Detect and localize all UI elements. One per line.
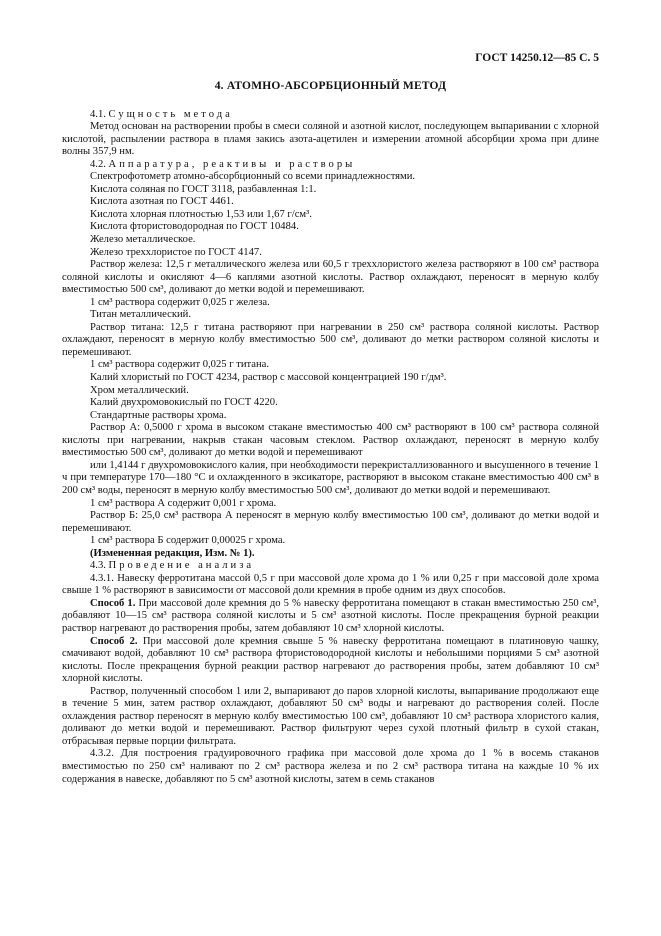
paragraph-text: Кислота азотная по ГОСТ 4461. [90,196,234,208]
paragraph [62,397,599,410]
paragraph [62,359,599,372]
paragraph-text: Стандартные растворы хрома. [90,409,227,421]
paragraph-text: Калий хлористый по ГОСТ 4234, раствор с массовой концентрацией 190 г/дм³. [90,372,447,384]
paragraph-text: 1 см³ раствора содержит 0,025 г титана. [90,359,269,371]
paragraph [62,322,599,360]
paragraph [62,385,599,398]
paragraph [62,121,599,159]
paragraph [62,636,599,686]
paragraph-text: Титан металлический. [90,309,191,321]
paragraph-text: Железо треххлористое по ГОСТ 4147. [90,246,262,258]
paragraph-text: При массовой доле кремния свыше 5 % навеску ферротитана помещают в платиновую чашку, смачивают водой, добавляют 10 см³ раствора фтористоводородной кислоты и небольшими порциями 5 см³ азотной кислоты. После прекращения бурной реакции раствор нагревают до растворения пробы, затем добавляют 10 см³ хлорной кислоты. [62,635,599,685]
paragraph [62,748,599,786]
paragraph [62,460,599,498]
paragraph [62,171,599,184]
paragraph [62,209,599,222]
clause-heading: Проведение анализа [108,560,255,572]
section-title: 4. АТОМНО-АБСОРБЦИОННЫЙ МЕТОД [214,80,447,92]
paragraph [62,535,599,548]
document-body [62,109,599,787]
paragraph-text: Хром металлический. [90,384,189,396]
clause-heading: Аппаратура, реактивы и растворы [108,158,356,170]
paragraph-text: Раствор Б: 25,0 см³ раствора А переносят в мерную колбу вместимостью 100 см³, доливают до метки водой и перемешивают. [62,510,599,534]
paragraph [62,510,599,535]
paragraph-text: 1 см³ раствора А содержит 0,001 г хрома. [90,497,277,509]
paragraph-text: Железо металлическое. [90,234,196,246]
paragraph-text: Кислота соляная по ГОСТ 3118, разбавленная 1:1. [90,183,317,195]
paragraph [62,234,599,247]
bold-lead: Способ 2. [90,635,138,647]
paragraph [62,259,599,297]
paragraph-text: Раствор железа: 12,5 г металлического железа или 60,5 г треххлористого железа растворяют в 100 см³ раствора соляной кислоты и окисляют 4—6 каплями азотной кислоты. Раствор охлаждают, переносят в мерную колбу вместимостью 500 см³, доливают до метки водой и перемешивают. [62,259,599,296]
paragraph [62,221,599,234]
paragraph [62,309,599,322]
paragraph-text: 4.3.1. Навеску ферротитана массой 0,5 г при массовой доле хрома до 1 % или 0,25 г при массовой доле хрома свыше 1 % растворяют в зависимости от массовой доли кремния в пробе одним из двух способов. [62,572,599,597]
paragraph [62,573,599,598]
paragraph [62,247,599,260]
paragraph-text: Раствор, полученный способом 1 или 2, выпаривают до паров хлорной кислоты, выпаривание продолжают еще в течение 5 мин, затем раствор охлаждают, добавляют 50 см³ воды и нагревают до растворения солей. После охлаждения раствор переносят в мерную колбу вместимостью 100 см³, добавляют 10 см³ раствора хлористого калия, доливают до метки водой и перемешивают. Раствор фильтруют через сухой плотный фильтр в сухой стакан, отбрасывая первые порции фильтрата. [62,685,599,747]
clause-heading: Сущность метода [108,108,233,120]
paragraph-text: Раствор титана: 12,5 г титана растворяют при нагревании в 250 см³ раствора соляной кислоты. Раствор охлаждают, переносят в мерную колбу вместимостью 500 см³, доливают до метки раствором соляной кислоты и перемешивают. [62,321,599,358]
page-header: ГОСТ 14250.12—85 С. 5 [475,52,599,64]
paragraph [62,598,599,636]
paragraph [62,410,599,423]
paragraph-text: Кислота фтористоводородная по ГОСТ 10484. [90,221,299,233]
paragraph-text: Спектрофотометр атомно-абсорбционный со всеми принадлежностями. [90,171,416,183]
clause-number: 4.1. [90,108,109,120]
paragraph [62,196,599,209]
paragraph [62,297,599,310]
paragraph-text: 4.3.2. Для построения градуировочного графика при массовой доле хрома до 1 % в восемь стаканов вместимостью по 250 см³ наливают по 2 см³ раствора железа и по 2 см³ раствора титана на каждые 10 % их содержания в навеске, добавляют по 5 см³ азотной кислоты, затем в семь стаканов [62,748,599,785]
paragraph [62,498,599,511]
paragraph-text: Раствор А: 0,5000 г хрома в высоком стакане вместимостью 400 см³ растворяют в 100 см³ раствора соляной кислоты при нагревании, накрыв стакан часовым стеклом. Раствор охлаждают, переносят в мерную колбу вместимостью 500 см³, доливают до метки водой и перемешивают [62,422,599,459]
paragraph-text: 1 см³ раствора содержит 0,025 г железа. [90,296,270,308]
paragraph-text: 1 см³ раствора Б содержит 0,00025 г хрома. [90,535,286,547]
paragraph [62,548,599,561]
paragraph-text: или 1,4144 г двухромовокислого калия, при необходимости перекристаллизованного и высушенного в течение 1 ч при температуре 170—180 °С и охлажденного в эксикаторе, растворяют в высоком стакане вместимостью 400 см³ в 200 см³ воды, переносят в мерную колбу вместимостью 500 см³, доливают до метки водой и перемешивают. [62,459,599,496]
bold-lead: Способ 1. [90,597,136,609]
paragraph [62,686,599,749]
paragraph [62,184,599,197]
paragraph [62,159,599,172]
paragraph-text: Метод основан на растворении пробы в смеси соляной и азотной кислот, последующем выпаривании с хлорной кислотой, распылении раствора в пламя закись азота-ацетилен и измерении атомной абсорбции хрома при длине волны 357,9 нм. [62,121,599,158]
clause-number: 4.3. [90,560,109,572]
paragraph [62,109,599,122]
bold-lead: (Измененная редакция, Изм. № 1). [90,547,255,559]
paragraph [62,422,599,460]
paragraph [62,372,599,385]
paragraph-text: При массовой доле кремния до 5 % навеску ферротитана помещают в стакан вместимостью 250 см³, добавляют 10—15 см³ раствора соляной кислоты и 5 см³ азотной кислоты. После прекращения бурной реакции раствор нагревают до растворения пробы, затем добавляют 10 см³ хлорной кислоты. [62,597,599,634]
paragraph [62,560,599,573]
clause-number: 4.2. [90,158,109,170]
paragraph-text: Калий двухромовокислый по ГОСТ 4220. [90,397,278,409]
paragraph-text: Кислота хлорная плотностью 1,53 или 1,67 г/см³. [90,208,312,220]
